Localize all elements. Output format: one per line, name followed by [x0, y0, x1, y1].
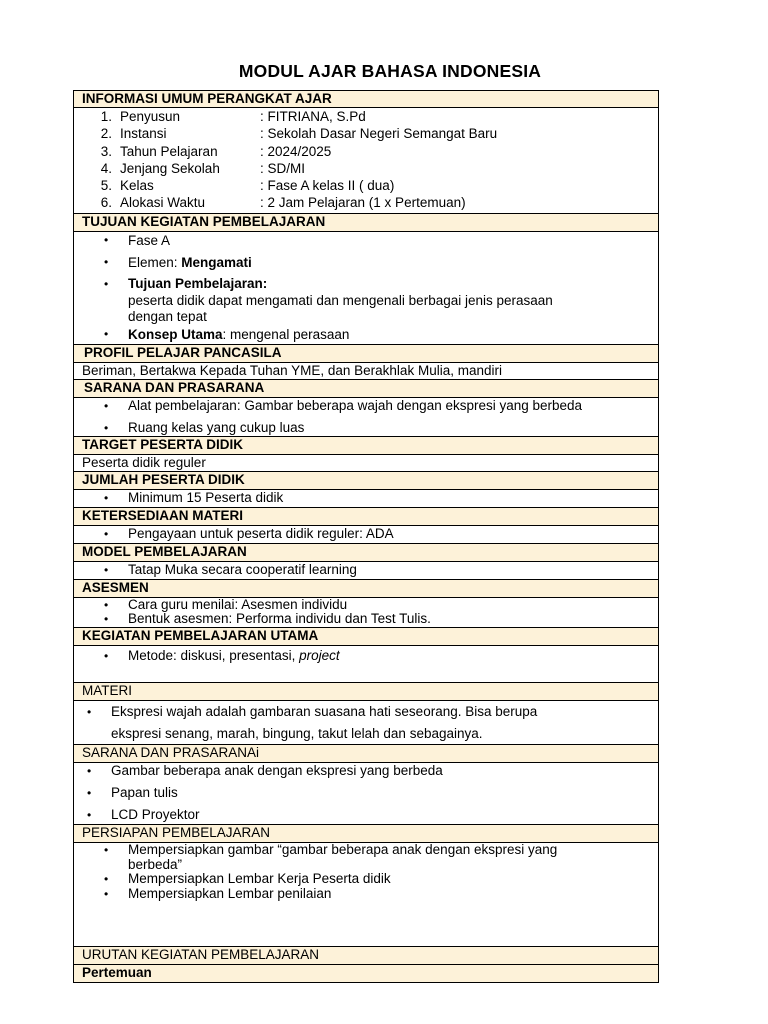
section-tujuan-header: TUJUAN KEGIATAN PEMBELAJARAN: [73, 214, 659, 232]
list-item: • Tujuan Pembelajaran: peserta didik dapat mengamati dan mengenali berbagai jenis perasaan dengan tepat: [104, 276, 553, 324]
section-materi-header: MATERI: [73, 683, 659, 701]
section-informasi-body: [73, 108, 659, 214]
list-item: • Papan tulis: [87, 785, 178, 800]
section-persiapan-body: [73, 843, 659, 947]
section-informasi-header: INFORMASI UMUM PERANGKAT AJAR: [73, 90, 659, 108]
section-sarana2-body: [73, 763, 659, 825]
section-pertemuan-header: Pertemuan: [73, 965, 659, 983]
section-asesmen-header: ASESMEN: [73, 580, 659, 598]
section-profil-header: PROFIL PELAJAR PANCASILA: [73, 345, 659, 363]
list-item: • Bentuk asesmen: Performa individu dan Test Tulis.: [104, 611, 431, 626]
section-kegiatan-body: [73, 646, 659, 683]
section-sarana2-header: SARANA DAN PRASARANAi: [73, 745, 659, 763]
section-ketersediaan-body: [73, 526, 659, 544]
list-item: 2. Instansi : Sekolah Dasar Negeri Semangat Baru: [100, 126, 498, 142]
section-urutan-header: URUTAN KEGIATAN PEMBELAJARAN: [73, 947, 659, 965]
section-model-body: [73, 562, 659, 580]
section-persiapan-header: PERSIAPAN PEMBELAJARAN: [73, 825, 659, 843]
list-item: • Minimum 15 Peserta didik: [104, 490, 284, 505]
list-item: • Alat pembelajaran: Gambar beberapa wajah dengan ekspresi yang berbeda: [104, 398, 583, 413]
list-item: • Ekspresi wajah adalah gambaran suasana hati seseorang. Bisa berupa ekspresi senang, marah, bingung, takut lelah dan sebagainya.: [87, 704, 538, 741]
target-text: Peserta didik reguler: [73, 455, 659, 472]
list-item: 4. Jenjang Sekolah : SD/MI: [100, 160, 306, 176]
list-item: • Pengayaan untuk peserta didik reguler: ADA: [104, 526, 394, 541]
list-item: • LCD Proyektor: [87, 807, 200, 822]
section-target-header: TARGET PESERTA DIDIK: [73, 437, 659, 455]
informasi-list: [74, 108, 658, 212]
list-item: • Mempersiapkan Lembar Kerja Peserta didik: [104, 871, 391, 886]
list-item: • Konsep Utama: mengenal perasaan: [104, 327, 350, 342]
list-item: 5. Kelas : Fase A kelas II ( dua): [100, 178, 395, 194]
section-jumlah-header: JUMLAH PESERTA DIDIK: [73, 472, 659, 490]
section-ketersediaan-header: KETERSEDIAAN MATERI: [73, 508, 659, 526]
section-tujuan-body: [73, 232, 659, 345]
list-item: 3. Tahun Pelajaran : 2024/2025: [100, 143, 332, 159]
list-item: • Elemen: Mengamati: [104, 255, 252, 270]
list-item: 6. Alokasi Waktu : 2 Jam Pelajaran (1 x Pertemuan): [100, 195, 466, 211]
list-item: • Gambar beberapa anak dengan ekspresi yang berbeda: [87, 763, 443, 778]
list-item: • Mempersiapkan Lembar penilaian: [104, 885, 332, 901]
list-item: • Fase A: [104, 233, 171, 248]
section-kegiatan-header: KEGIATAN PEMBELAJARAN UTAMA: [73, 628, 659, 646]
page-title: MODUL AJAR BAHASA INDONESIA: [238, 61, 542, 81]
section-asesmen-body: [73, 598, 659, 628]
list-item: 1. Penyusun : FITRIANA, S.Pd: [100, 109, 366, 124]
section-materi-body: [73, 701, 659, 745]
list-item: • Cara guru menilai: Asesmen individu: [104, 597, 348, 612]
section-model-header: MODEL PEMBELAJARAN: [73, 544, 659, 562]
section-sarana-body: [73, 398, 659, 437]
profil-text: Beriman, Bertakwa Kepada Tuhan YME, dan Berakhlak Mulia, mandiri: [73, 363, 659, 380]
list-item: • Tatap Muka secara cooperatif learning: [104, 562, 357, 577]
list-item: • Ruang kelas yang cukup luas: [104, 420, 305, 435]
list-item: • Mempersiapkan gambar “gambar beberapa anak dengan ekspresi yang berbeda”: [104, 842, 558, 872]
module-table: [73, 90, 659, 983]
section-jumlah-body: [73, 490, 659, 508]
section-sarana-header: SARANA DAN PRASARANA: [73, 380, 659, 398]
list-item: • Metode: diskusi, presentasi, project: [104, 648, 340, 663]
